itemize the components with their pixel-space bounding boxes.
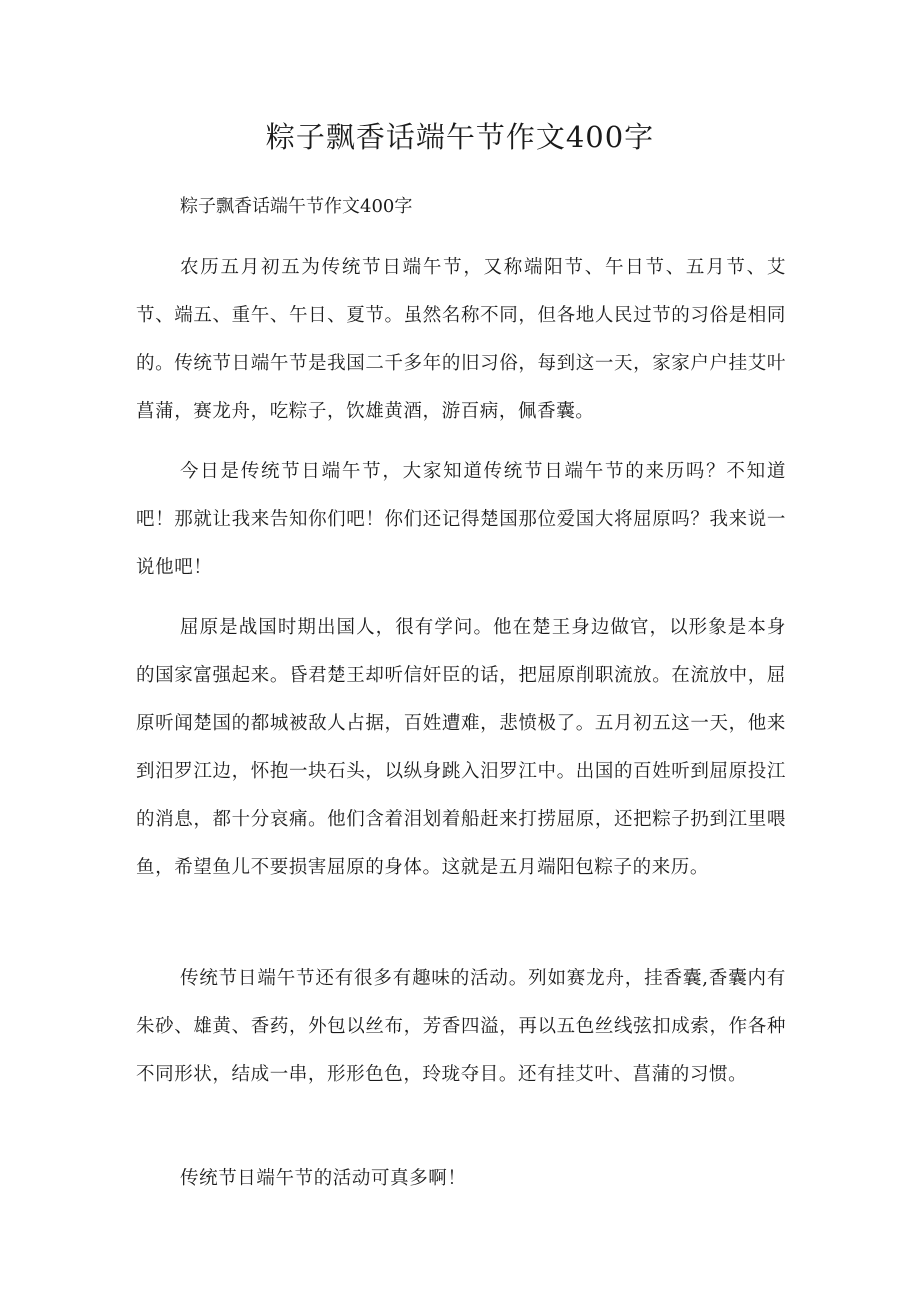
document-title: 粽子飘香话端午节作文400字	[265, 120, 655, 154]
paragraph: 农历五月初五为传统节日端午节，又称端阳节、午日节、五月节、艾节、端五、重午、午日、夏节。虽然名称不同，但各地人民过节的习俗是相同的。传统节日端午节是我国二千多年的旧习俗，每到这一天，家家户户挂艾叶菖蒲，赛龙舟，吃粽子，饮雄黄酒，游百病，佩香囊。	[136, 257, 786, 422]
paragraph: 传统节日端午节的活动可真多啊！	[180, 1168, 467, 1189]
paragraph: 屈原是战国时期出国人，很有学问。他在楚王身边做官，以形象是本身的国家富强起来。昏君楚王却听信奸臣的话，把屈原削职流放。在流放中，屈原听闻楚国的都城被敌人占据，百姓遭难，悲愤极了。五月初五这一天，他来到汨罗江边，怀抱一块石头，以纵身跳入汨罗江中。出国的百姓听到屈原投江的消息，都十分哀痛。他们含着泪划着船赶来打捞屈原，还把粽子扔到江里喂鱼，希望鱼儿不要损害屈原的身体。这就是五月端阳包粽子的来历。	[136, 617, 786, 878]
document-subtitle: 粽子飘香话端午节作文400字	[180, 196, 413, 217]
paragraph: 传统节日端午节还有很多有趣味的活动。列如赛龙舟，挂香囊,香囊内有朱砂、雄黄、香药，外包以丝布，芳香四溢，再以五色丝线弦扣成索，作各种不同形状，结成一串，形形色色，玲珑夺目。还有挂艾叶、菖蒲的习惯。	[136, 968, 786, 1085]
paragraph: 今日是传统节日端午节，大家知道传统节日端午节的来历吗？不知道吧！那就让我来告知你们吧！你们还记得楚国那位爱国大将屈原吗？我来说一说他吧！	[136, 461, 786, 578]
